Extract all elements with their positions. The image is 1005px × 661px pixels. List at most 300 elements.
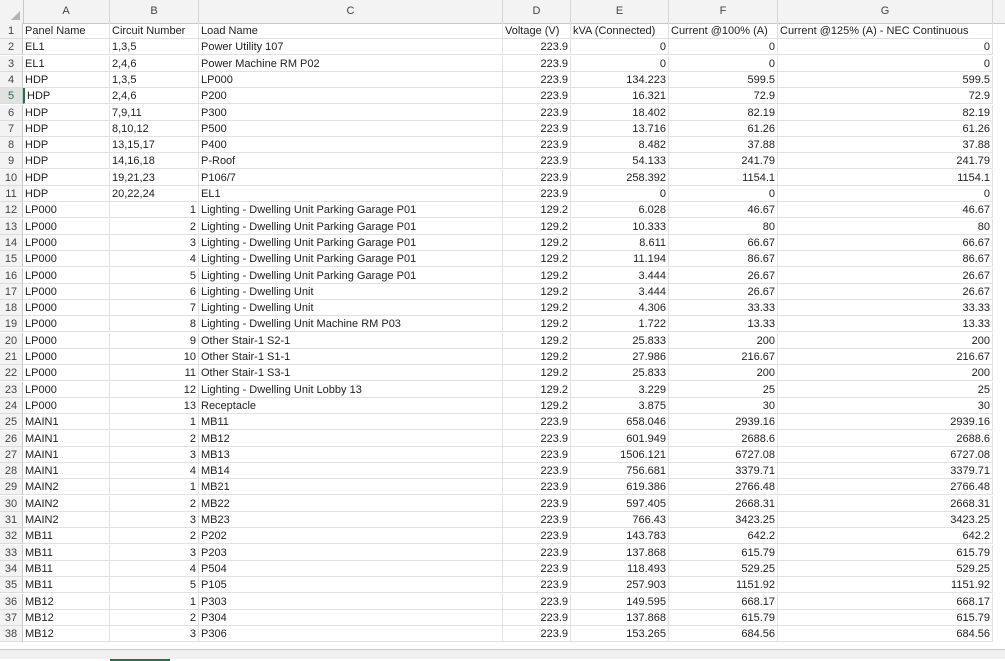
table-cell[interactable]: 216.67	[778, 349, 993, 365]
table-cell[interactable]: 3.444	[571, 284, 669, 300]
table-cell[interactable]: 756.681	[571, 463, 669, 479]
table-cell[interactable]: 13.716	[571, 121, 669, 137]
table-cell[interactable]: 26.67	[778, 268, 993, 284]
table-cell[interactable]: Power Utility 107	[199, 39, 503, 55]
table-cell[interactable]: 200	[778, 333, 993, 349]
table-cell[interactable]: HDP	[23, 105, 110, 121]
table-cell[interactable]: 1,3,5	[110, 72, 199, 88]
table-cell[interactable]: 37.88	[669, 137, 778, 153]
table-cell[interactable]: MB14	[199, 463, 503, 479]
row-number[interactable]: 20	[0, 333, 23, 349]
table-cell[interactable]: 2	[110, 219, 199, 235]
column-header-f[interactable]: F	[669, 0, 778, 23]
table-cell[interactable]: 258.392	[571, 170, 669, 186]
table-cell[interactable]: EL1	[23, 56, 110, 72]
table-cell[interactable]: 0	[778, 186, 993, 202]
table-cell[interactable]: 223.9	[503, 496, 571, 512]
table-cell[interactable]: 223.9	[503, 414, 571, 430]
table-cell[interactable]: 223.9	[503, 105, 571, 121]
row-number[interactable]: 34	[0, 561, 23, 577]
table-cell[interactable]: 6.028	[571, 202, 669, 218]
table-cell[interactable]: 2766.48	[669, 479, 778, 495]
table-cell[interactable]: 26.67	[669, 284, 778, 300]
table-cell[interactable]: 597.405	[571, 496, 669, 512]
table-cell[interactable]: 27.986	[571, 349, 669, 365]
table-cell[interactable]: Lighting - Dwelling Unit	[199, 300, 503, 316]
row-number[interactable]: 3	[0, 56, 23, 72]
table-cell[interactable]: LP000	[23, 316, 110, 332]
row-number[interactable]: 9	[0, 153, 23, 169]
table-cell[interactable]: 129.2	[503, 202, 571, 218]
table-cell[interactable]: 615.79	[778, 610, 993, 626]
table-cell[interactable]: 8.611	[571, 235, 669, 251]
column-title-cell[interactable]: Panel Name	[23, 23, 110, 39]
table-cell[interactable]: 5	[110, 268, 199, 284]
table-cell[interactable]: 129.2	[503, 300, 571, 316]
table-cell[interactable]: 129.2	[503, 349, 571, 365]
table-cell[interactable]: 33.33	[669, 300, 778, 316]
table-cell[interactable]: 129.2	[503, 382, 571, 398]
table-cell[interactable]: 0	[669, 39, 778, 55]
select-all-button[interactable]	[0, 0, 24, 23]
table-cell[interactable]: 129.2	[503, 365, 571, 381]
table-cell[interactable]: 2	[110, 528, 199, 544]
table-cell[interactable]: 529.25	[778, 561, 993, 577]
table-cell[interactable]: 46.67	[669, 202, 778, 218]
table-cell[interactable]: 1	[110, 594, 199, 610]
table-cell[interactable]: MAIN1	[23, 414, 110, 430]
row-number[interactable]: 37	[0, 610, 23, 626]
table-cell[interactable]: 14,16,18	[110, 153, 199, 169]
table-cell[interactable]: 13.33	[778, 316, 993, 332]
table-cell[interactable]: 200	[778, 365, 993, 381]
table-cell[interactable]: LP000	[23, 268, 110, 284]
table-cell[interactable]: 223.9	[503, 153, 571, 169]
column-title-cell[interactable]: Current @100% (A)	[669, 23, 778, 39]
row-number[interactable]: 31	[0, 512, 23, 528]
table-cell[interactable]: 30	[778, 398, 993, 414]
table-cell[interactable]: 129.2	[503, 219, 571, 235]
table-cell[interactable]: MAIN1	[23, 431, 110, 447]
table-cell[interactable]: 3.875	[571, 398, 669, 414]
row-number[interactable]: 32	[0, 528, 23, 544]
row-number[interactable]: 23	[0, 382, 23, 398]
column-header-e[interactable]: E	[571, 0, 669, 23]
table-cell[interactable]: 86.67	[778, 251, 993, 267]
table-cell[interactable]: LP000	[23, 300, 110, 316]
table-cell[interactable]: 223.9	[503, 545, 571, 561]
table-cell[interactable]: HDP	[23, 121, 110, 137]
column-title-cell[interactable]: Voltage (V)	[503, 23, 571, 39]
table-cell[interactable]: 216.67	[669, 349, 778, 365]
table-cell[interactable]: 3	[110, 626, 199, 642]
table-cell[interactable]: 2939.16	[669, 414, 778, 430]
table-cell[interactable]: 86.67	[669, 251, 778, 267]
table-cell[interactable]: 12	[110, 382, 199, 398]
table-cell[interactable]: 11	[110, 365, 199, 381]
table-cell[interactable]: P203	[199, 545, 503, 561]
table-cell[interactable]: 25.833	[571, 333, 669, 349]
table-cell[interactable]: P106/7	[199, 170, 503, 186]
table-cell[interactable]: EL1	[199, 186, 503, 202]
table-cell[interactable]: 615.79	[778, 545, 993, 561]
table-cell[interactable]: MB11	[23, 528, 110, 544]
table-cell[interactable]: Lighting - Dwelling Unit Machine RM P03	[199, 316, 503, 332]
table-cell[interactable]: 223.9	[503, 72, 571, 88]
table-cell[interactable]: 20,22,24	[110, 186, 199, 202]
table-cell[interactable]: 3	[110, 235, 199, 251]
table-cell[interactable]: 4	[110, 463, 199, 479]
table-cell[interactable]: 684.56	[778, 626, 993, 642]
table-cell[interactable]: 18.402	[571, 105, 669, 121]
table-cell[interactable]: 72.9	[778, 88, 993, 104]
table-cell[interactable]: 684.56	[669, 626, 778, 642]
table-cell[interactable]: MAIN2	[23, 512, 110, 528]
table-cell[interactable]: 4	[110, 251, 199, 267]
table-cell[interactable]: Other Stair-1 S1-1	[199, 349, 503, 365]
table-cell[interactable]: 2,4,6	[110, 56, 199, 72]
table-cell[interactable]: 8	[110, 316, 199, 332]
table-cell[interactable]: 13	[110, 398, 199, 414]
table-cell[interactable]: MB12	[23, 610, 110, 626]
table-cell[interactable]: 1154.1	[669, 170, 778, 186]
table-cell[interactable]: 223.9	[503, 186, 571, 202]
table-cell[interactable]: 13,15,17	[110, 137, 199, 153]
table-cell[interactable]: 129.2	[503, 251, 571, 267]
table-cell[interactable]: 2	[110, 431, 199, 447]
table-cell[interactable]: 3.229	[571, 382, 669, 398]
table-cell[interactable]: 1151.92	[778, 577, 993, 593]
table-cell[interactable]: MB12	[23, 626, 110, 642]
table-cell[interactable]: 16.321	[571, 88, 669, 104]
column-title-cell[interactable]: Circuit Number	[110, 23, 199, 39]
table-cell[interactable]: 2766.48	[778, 479, 993, 495]
table-cell[interactable]: P-Roof	[199, 153, 503, 169]
table-cell[interactable]: MAIN1	[23, 463, 110, 479]
row-number[interactable]: 28	[0, 463, 23, 479]
table-cell[interactable]: P400	[199, 137, 503, 153]
row-number[interactable]: 1	[0, 23, 23, 39]
table-cell[interactable]: 30	[669, 398, 778, 414]
table-cell[interactable]: P306	[199, 626, 503, 642]
column-header-d[interactable]: D	[503, 0, 571, 23]
table-cell[interactable]: Other Stair-1 S3-1	[199, 365, 503, 381]
table-cell[interactable]: 8.482	[571, 137, 669, 153]
row-number[interactable]: 36	[0, 594, 23, 610]
column-header-b[interactable]: B	[110, 0, 199, 23]
table-cell[interactable]: 3	[110, 447, 199, 463]
column-title-cell[interactable]: Current @125% (A) - NEC Continuous	[778, 23, 993, 39]
table-cell[interactable]: 25	[669, 382, 778, 398]
table-cell[interactable]: HDP	[23, 137, 110, 153]
table-cell[interactable]: 2688.6	[778, 431, 993, 447]
row-number[interactable]: 30	[0, 496, 23, 512]
table-cell[interactable]: 619.386	[571, 479, 669, 495]
table-cell[interactable]: 1506.121	[571, 447, 669, 463]
table-cell[interactable]: 129.2	[503, 333, 571, 349]
table-cell[interactable]: 134.223	[571, 72, 669, 88]
active-sheet-tab[interactable]	[110, 650, 170, 661]
table-cell[interactable]: 601.949	[571, 431, 669, 447]
row-number[interactable]: 7	[0, 121, 23, 137]
table-cell[interactable]: 1,3,5	[110, 39, 199, 55]
column-title-cell[interactable]: Load Name	[199, 23, 503, 39]
table-cell[interactable]: 46.67	[778, 202, 993, 218]
table-cell[interactable]: P504	[199, 561, 503, 577]
table-cell[interactable]: 668.17	[778, 594, 993, 610]
table-cell[interactable]: 200	[669, 365, 778, 381]
table-cell[interactable]: 223.9	[503, 170, 571, 186]
row-number[interactable]: 2	[0, 39, 23, 55]
table-cell[interactable]: Lighting - Dwelling Unit Lobby 13	[199, 382, 503, 398]
table-cell[interactable]: 642.2	[778, 528, 993, 544]
table-cell[interactable]: 3423.25	[669, 512, 778, 528]
table-cell[interactable]: 223.9	[503, 137, 571, 153]
table-cell[interactable]: MAIN2	[23, 479, 110, 495]
row-number[interactable]: 24	[0, 398, 23, 414]
table-cell[interactable]: 129.2	[503, 268, 571, 284]
table-cell[interactable]: LP000	[23, 365, 110, 381]
table-cell[interactable]: 13.33	[669, 316, 778, 332]
table-cell[interactable]: 599.5	[669, 72, 778, 88]
table-cell[interactable]: 118.493	[571, 561, 669, 577]
row-number[interactable]: 5	[0, 88, 23, 104]
table-cell[interactable]: 61.26	[669, 121, 778, 137]
table-cell[interactable]: LP000	[23, 349, 110, 365]
table-cell[interactable]: 3	[110, 512, 199, 528]
table-cell[interactable]: 223.9	[503, 88, 571, 104]
table-cell[interactable]: 1154.1	[778, 170, 993, 186]
table-cell[interactable]: 3379.71	[778, 463, 993, 479]
table-cell[interactable]: MB11	[23, 545, 110, 561]
table-cell[interactable]: 37.88	[778, 137, 993, 153]
table-cell[interactable]: MB12	[199, 431, 503, 447]
table-cell[interactable]: 61.26	[778, 121, 993, 137]
table-cell[interactable]: MB13	[199, 447, 503, 463]
table-cell[interactable]: 2668.31	[669, 496, 778, 512]
table-cell[interactable]: P304	[199, 610, 503, 626]
table-cell[interactable]: 658.046	[571, 414, 669, 430]
table-cell[interactable]: Receptacle	[199, 398, 503, 414]
table-cell[interactable]: 642.2	[669, 528, 778, 544]
table-cell[interactable]: 6727.08	[778, 447, 993, 463]
table-cell[interactable]: LP000	[23, 284, 110, 300]
table-cell[interactable]: 223.9	[503, 447, 571, 463]
table-cell[interactable]: MAIN1	[23, 447, 110, 463]
table-cell[interactable]: MB11	[23, 561, 110, 577]
table-cell[interactable]: 129.2	[503, 284, 571, 300]
table-cell[interactable]: MB23	[199, 512, 503, 528]
table-cell[interactable]: Lighting - Dwelling Unit	[199, 284, 503, 300]
table-cell[interactable]: MB11	[23, 577, 110, 593]
row-number[interactable]: 38	[0, 626, 23, 642]
table-cell[interactable]: 1151.92	[669, 577, 778, 593]
table-cell[interactable]: 615.79	[669, 545, 778, 561]
table-cell[interactable]: 10	[110, 349, 199, 365]
row-number[interactable]: 17	[0, 284, 23, 300]
table-cell[interactable]: 80	[778, 219, 993, 235]
table-cell[interactable]: EL1	[23, 39, 110, 55]
row-number[interactable]: 26	[0, 431, 23, 447]
table-cell[interactable]: 2	[110, 610, 199, 626]
table-cell[interactable]: LP000	[23, 251, 110, 267]
table-cell[interactable]: Lighting - Dwelling Unit Parking Garage P01	[199, 235, 503, 251]
row-number[interactable]: 6	[0, 105, 23, 121]
table-cell[interactable]: 0	[669, 56, 778, 72]
table-cell[interactable]: 2939.16	[778, 414, 993, 430]
table-cell[interactable]: 4.306	[571, 300, 669, 316]
row-number[interactable]: 25	[0, 414, 23, 430]
table-cell[interactable]: 223.9	[503, 528, 571, 544]
table-cell[interactable]: LP000	[199, 72, 503, 88]
table-cell[interactable]: 2,4,6	[110, 88, 199, 104]
table-cell[interactable]: 33.33	[778, 300, 993, 316]
row-number[interactable]: 21	[0, 349, 23, 365]
table-cell[interactable]: P105	[199, 577, 503, 593]
table-cell[interactable]: 0	[571, 56, 669, 72]
table-cell[interactable]: 153.265	[571, 626, 669, 642]
table-cell[interactable]: MB21	[199, 479, 503, 495]
row-number[interactable]: 14	[0, 235, 23, 251]
table-cell[interactable]: 223.9	[503, 610, 571, 626]
table-cell[interactable]: 66.67	[778, 235, 993, 251]
row-number[interactable]: 8	[0, 137, 23, 153]
table-cell[interactable]: MB11	[199, 414, 503, 430]
table-cell[interactable]: 26.67	[778, 284, 993, 300]
table-cell[interactable]: 223.9	[503, 512, 571, 528]
table-cell[interactable]: 129.2	[503, 235, 571, 251]
row-number[interactable]: 22	[0, 365, 23, 381]
table-cell[interactable]: 1	[110, 202, 199, 218]
table-cell[interactable]: Lighting - Dwelling Unit Parking Garage P01	[199, 219, 503, 235]
column-header-g[interactable]: G	[778, 0, 993, 23]
table-cell[interactable]: 223.9	[503, 121, 571, 137]
table-cell[interactable]: 25.833	[571, 365, 669, 381]
table-cell[interactable]: Power Machine RM P02	[199, 56, 503, 72]
row-number[interactable]: 27	[0, 447, 23, 463]
table-cell[interactable]: 66.67	[669, 235, 778, 251]
table-cell[interactable]: HDP	[23, 170, 110, 186]
table-cell[interactable]: 82.19	[669, 105, 778, 121]
table-cell[interactable]: 766.43	[571, 512, 669, 528]
table-cell[interactable]: 54.133	[571, 153, 669, 169]
table-cell[interactable]: 10.333	[571, 219, 669, 235]
column-title-cell[interactable]: kVA (Connected)	[571, 23, 669, 39]
table-cell[interactable]: MAIN2	[23, 496, 110, 512]
table-cell[interactable]: Lighting - Dwelling Unit Parking Garage P01	[199, 268, 503, 284]
row-number[interactable]: 15	[0, 251, 23, 267]
table-cell[interactable]: 9	[110, 333, 199, 349]
table-cell[interactable]: LP000	[23, 382, 110, 398]
table-cell[interactable]: 11.194	[571, 251, 669, 267]
table-cell[interactable]: 1	[110, 414, 199, 430]
table-cell[interactable]: LP000	[23, 219, 110, 235]
row-number[interactable]: 18	[0, 300, 23, 316]
table-cell[interactable]: 223.9	[503, 431, 571, 447]
table-cell[interactable]: HDP	[23, 153, 110, 169]
table-cell[interactable]: 599.5	[778, 72, 993, 88]
table-cell[interactable]: MB12	[23, 594, 110, 610]
table-cell[interactable]: 2	[110, 496, 199, 512]
row-number[interactable]: 33	[0, 545, 23, 561]
table-cell[interactable]: 1	[110, 479, 199, 495]
table-cell[interactable]: 615.79	[669, 610, 778, 626]
table-cell[interactable]: 223.9	[503, 577, 571, 593]
row-number[interactable]: 4	[0, 72, 23, 88]
table-cell[interactable]: 6	[110, 284, 199, 300]
table-cell[interactable]: 3	[110, 545, 199, 561]
table-cell[interactable]: 668.17	[669, 594, 778, 610]
table-cell[interactable]: P303	[199, 594, 503, 610]
table-cell[interactable]: 0	[669, 186, 778, 202]
table-cell[interactable]: P200	[199, 88, 503, 104]
table-cell[interactable]: 223.9	[503, 479, 571, 495]
table-cell[interactable]: 4	[110, 561, 199, 577]
table-cell[interactable]: 0	[571, 186, 669, 202]
table-cell[interactable]: LP000	[23, 235, 110, 251]
table-cell[interactable]: 72.9	[669, 88, 778, 104]
table-cell[interactable]: MB22	[199, 496, 503, 512]
table-cell[interactable]: 82.19	[778, 105, 993, 121]
table-cell[interactable]: 2668.31	[778, 496, 993, 512]
table-cell[interactable]: 1.722	[571, 316, 669, 332]
row-number[interactable]: 19	[0, 316, 23, 332]
table-cell[interactable]: 223.9	[503, 56, 571, 72]
table-cell[interactable]: 223.9	[503, 39, 571, 55]
table-cell[interactable]: P202	[199, 528, 503, 544]
column-header-c[interactable]: C	[199, 0, 503, 23]
row-number[interactable]: 29	[0, 479, 23, 495]
table-cell[interactable]: HDP	[23, 186, 110, 202]
table-cell[interactable]: 3423.25	[778, 512, 993, 528]
table-cell[interactable]: LP000	[23, 333, 110, 349]
table-cell[interactable]: 223.9	[503, 626, 571, 642]
row-number[interactable]: 16	[0, 268, 23, 284]
table-cell[interactable]: 257.903	[571, 577, 669, 593]
row-number[interactable]: 12	[0, 202, 23, 218]
table-cell[interactable]: 5	[110, 577, 199, 593]
table-cell[interactable]: 200	[669, 333, 778, 349]
table-cell[interactable]: 0	[571, 39, 669, 55]
table-cell[interactable]: Other Stair-1 S2-1	[199, 333, 503, 349]
row-number[interactable]: 10	[0, 170, 23, 186]
table-cell[interactable]: 149.595	[571, 594, 669, 610]
table-cell[interactable]: 223.9	[503, 594, 571, 610]
table-cell[interactable]: P500	[199, 121, 503, 137]
column-header-a[interactable]: A	[23, 0, 110, 23]
table-cell[interactable]: 223.9	[503, 561, 571, 577]
table-cell[interactable]: 137.868	[571, 545, 669, 561]
table-cell[interactable]: Lighting - Dwelling Unit Parking Garage P01	[199, 251, 503, 267]
row-number[interactable]: 11	[0, 186, 23, 202]
table-cell[interactable]: Lighting - Dwelling Unit Parking Garage P01	[199, 202, 503, 218]
table-cell[interactable]: 241.79	[778, 153, 993, 169]
table-cell[interactable]: 0	[778, 56, 993, 72]
table-cell[interactable]: 26.67	[669, 268, 778, 284]
table-cell[interactable]: 19,21,23	[110, 170, 199, 186]
table-cell[interactable]: 223.9	[503, 463, 571, 479]
table-cell[interactable]: 8,10,12	[110, 121, 199, 137]
table-cell[interactable]: 129.2	[503, 316, 571, 332]
row-number[interactable]: 13	[0, 219, 23, 235]
table-cell[interactable]: LP000	[23, 398, 110, 414]
table-cell[interactable]: 143.783	[571, 528, 669, 544]
table-cell[interactable]: 6727.08	[669, 447, 778, 463]
table-cell[interactable]: LP000	[23, 202, 110, 218]
table-cell[interactable]: 80	[669, 219, 778, 235]
table-cell[interactable]: 529.25	[669, 561, 778, 577]
table-cell[interactable]: 7,9,11	[110, 105, 199, 121]
